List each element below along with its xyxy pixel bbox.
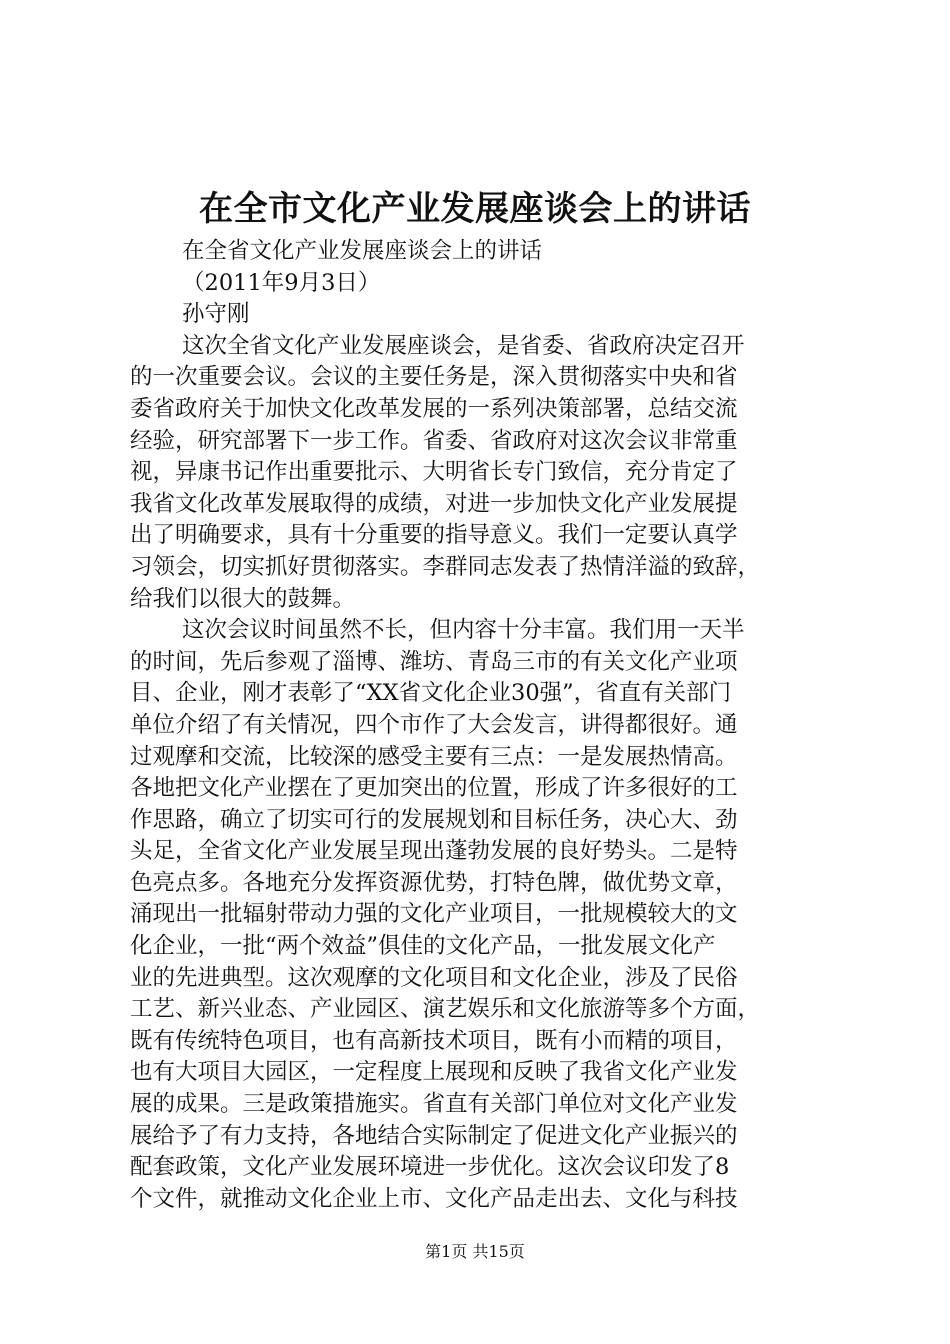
- text-line: 既有传统特色项目，也有高新技术项目，既有小而精的项目，: [130, 1027, 738, 1054]
- text-line: 各地把文化产业摆在了更加突出的位置，形成了许多很好的工: [130, 775, 738, 802]
- text-line: 色亮点多。各地充分发挥资源优势，打特色牌，做优势文章，: [130, 869, 738, 896]
- text-line: 我省文化改革发展取得的成绩，对进一步加快文化产业发展提: [130, 490, 738, 517]
- text-line: 给我们以很大的鼓舞。: [130, 585, 356, 612]
- text-line: 个文件，就推动文化企业上市、文化产品走出去、文化与科技: [130, 1185, 738, 1212]
- text-line: 展的成果。三是政策措施实。省直有关部门单位对文化产业发: [130, 1091, 738, 1118]
- text-line: 作思路，确立了切实可行的发展规划和目标任务，决心大、劲: [130, 806, 738, 833]
- page-number-footer: 第1页 共15页: [425, 1242, 525, 1261]
- text-line: 这次全省文化产业发展座谈会，是省委、省政府决定召开: [182, 332, 745, 359]
- text-line: 委省政府关于加快文化改革发展的一系列决策部署，总结交流: [130, 395, 738, 422]
- text-line: 化企业，一批“两个效益”俱佳的文化产品，一批发展文化产: [130, 933, 716, 960]
- text-line: 展给予了有力支持，各地结合实际制定了促进文化产业振兴的: [130, 1122, 738, 1149]
- text-line: 目、企业，刚才表彰了“XX省文化企业30强”，省直有关部门: [130, 680, 732, 707]
- document-title: 在全市文化产业发展座谈会上的讲话: [199, 189, 751, 229]
- text-line: 配套政策，文化产业发展环境进一步优化。这次会议印发了8: [130, 1154, 730, 1181]
- text-line: 也有大项目大园区，一定程度上展现和反映了我省文化产业发: [130, 1059, 738, 1086]
- text-line: 单位介绍了有关情况，四个市作了大会发言，讲得都很好。通: [130, 711, 738, 738]
- text-line: 视，异康书记作出重要批示、大明省长专门致信，充分肯定了: [130, 459, 738, 486]
- text-line: 在全省文化产业发展座谈会上的讲话: [182, 238, 543, 264]
- text-line: 头足，全省文化产业发展呈现出蓬勃发展的良好势头。二是特: [130, 838, 738, 865]
- text-line: 经验，研究部署下一步工作。省委、省政府对这次会议非常重: [130, 427, 738, 454]
- document-body: [130, 236, 830, 1215]
- text-line: 的时间，先后参观了淄博、潍坊、青岛三市的有关文化产业项: [130, 648, 738, 675]
- text-line: 工艺、新兴业态、产业园区、演艺娱乐和文化旅游等多个方面，: [130, 996, 761, 1023]
- text-line: 业的先进典型。这次观摩的文化项目和文化企业，涉及了民俗: [130, 964, 738, 991]
- text-line: 习领会，切实抓好贯彻落实。李群同志发表了热情洋溢的致辞，: [130, 553, 761, 580]
- text-line: （2011年9月3日）: [182, 269, 381, 296]
- text-line: 孙守刚: [182, 301, 250, 328]
- text-line: 出了明确要求，具有十分重要的指导意义。我们一定要认真学: [130, 522, 738, 549]
- text-line: 涌现出一批辐射带动力强的文化产业项目，一批规模较大的文: [130, 901, 738, 928]
- text-line: 的一次重要会议。会议的主要任务是，深入贯彻落实中央和省: [130, 364, 738, 391]
- text-line: 这次会议时间虽然不长，但内容十分丰富。我们用一天半: [182, 617, 745, 644]
- text-line: 过观摩和交流，比较深的感受主要有三点：一是发展热情高。: [130, 743, 738, 770]
